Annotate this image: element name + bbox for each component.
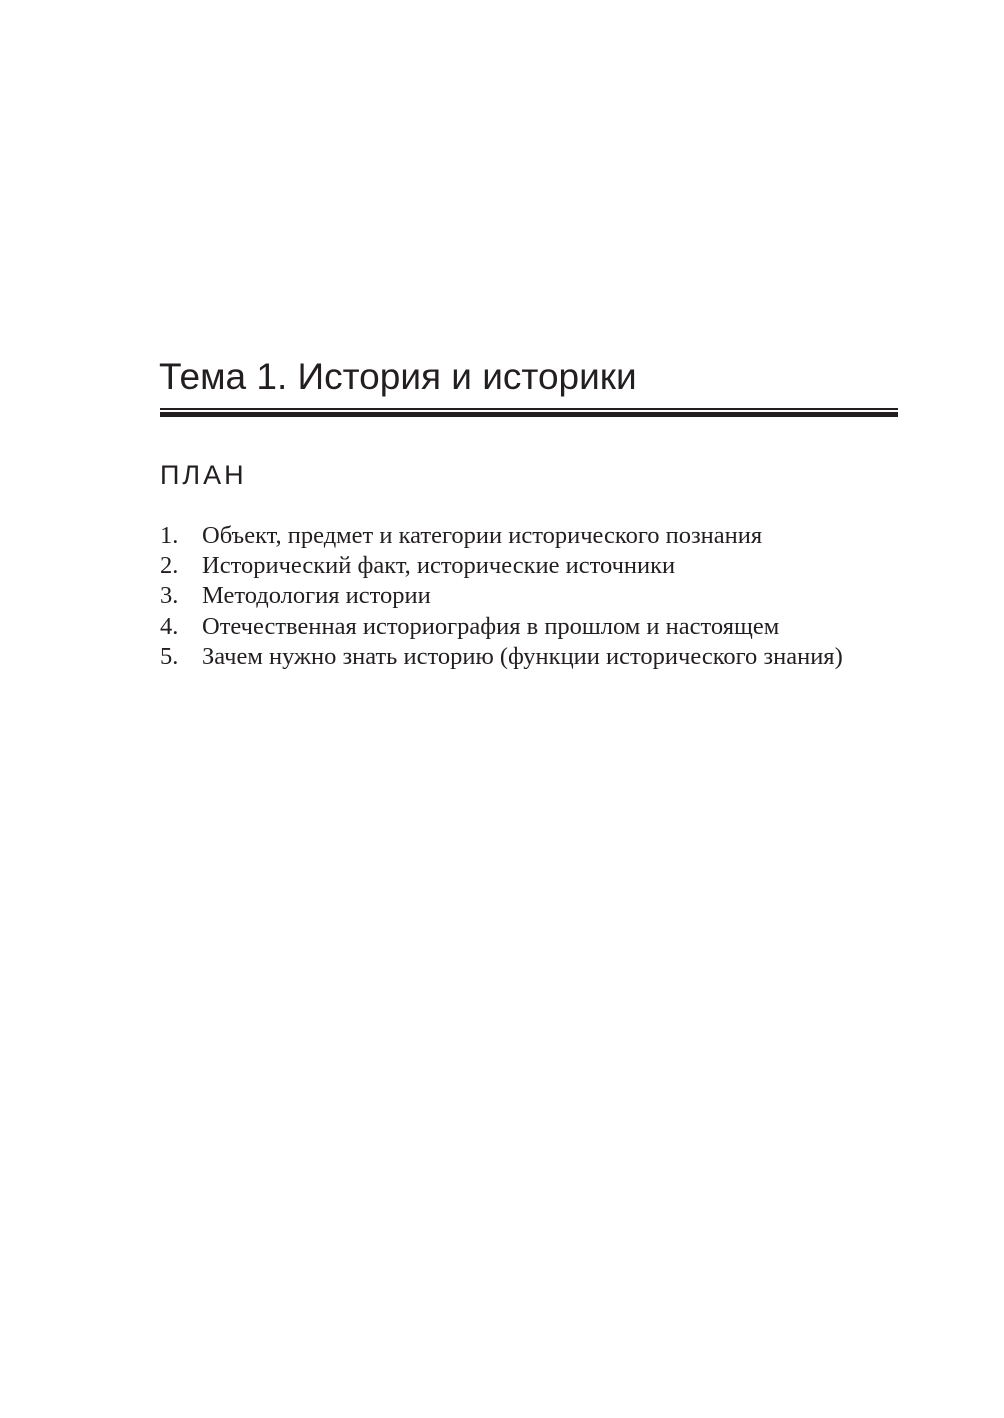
plan-item [160,642,905,672]
title-rule-thick-line [160,412,898,417]
plan-item-text: Зачем нужно знать историю (функции исторического знания) [202,642,843,670]
plan-item-number: 1. [160,522,179,549]
plan-item [160,521,905,551]
plan-item-number: 5. [160,642,179,670]
plan-item-text: Методология истории [202,582,431,610]
title-rule-thin-line [160,408,898,410]
plan-item-text: Отечественная историография в прошлом и настоящем [202,612,780,640]
plan-item-number: 2. [160,552,179,580]
plan-item-number: 4. [160,612,179,640]
plan-item-text: Объект, предмет и категории исторического познания [202,522,763,549]
chapter-title: Тема 1. История и историки [159,356,637,397]
plan-list [160,521,905,672]
plan-item [160,612,905,642]
plan-item [160,551,905,581]
plan-item-number: 3. [160,582,179,610]
plan-item [160,581,905,611]
title-double-rule [160,408,898,417]
plan-heading: ПЛАН [160,460,247,490]
plan-item-text: Исторический факт, исторические источники [202,552,676,580]
